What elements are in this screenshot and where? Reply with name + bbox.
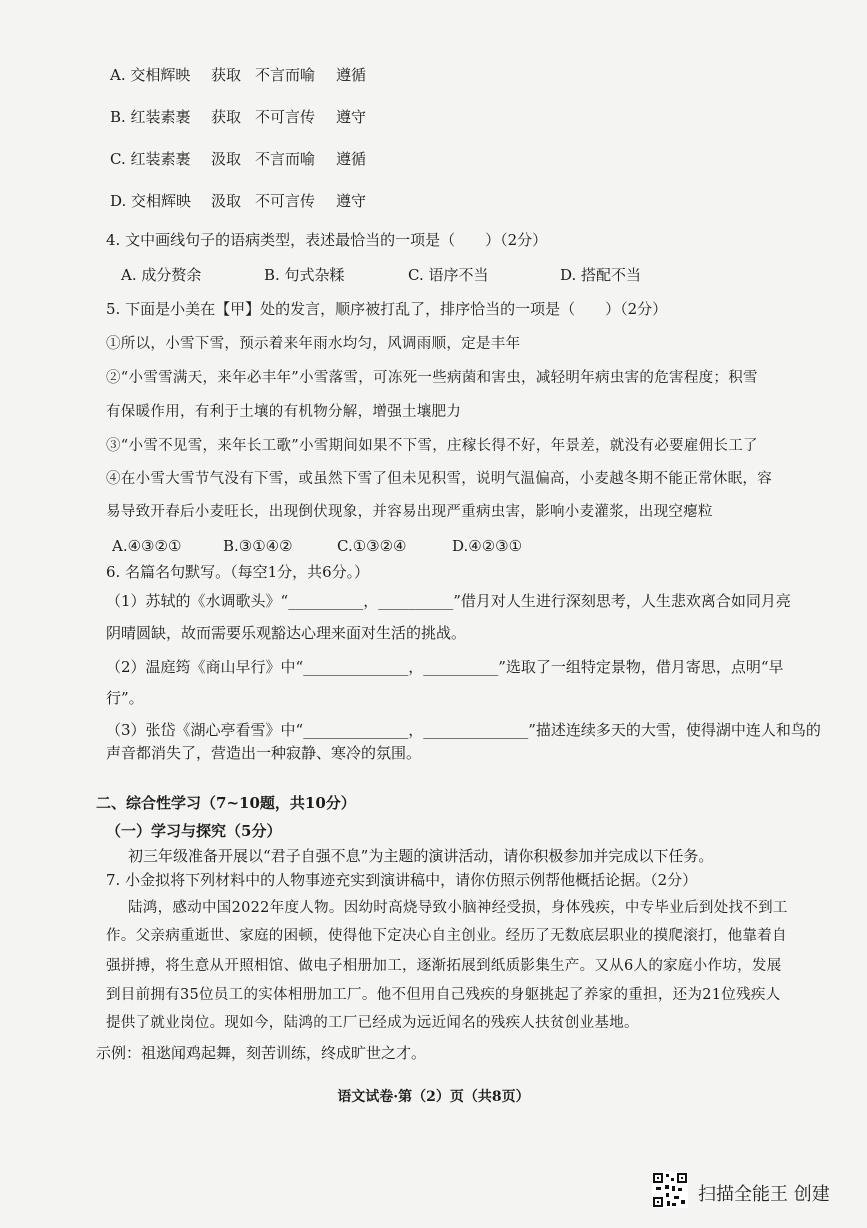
q4-choice-d: D. 搭配不当: [560, 266, 642, 284]
option-c: C. 红装素裹 汲取 不言而喻 遵循: [110, 150, 367, 168]
q5-sentence-2-cont: 有保暖作用，有利于土壤的有机物分解，增强土壤肥力: [106, 404, 462, 420]
qr-code-icon: [652, 1172, 688, 1208]
q7-example: 示例：祖逖闻鸡起舞，刻苦训练，终成旷世之才。: [96, 1044, 427, 1062]
q7-stem: 7. 小金拟将下列材料中的人物事迹充实到演讲稿中，请你仿照示例帮他概括论据。（2分）: [106, 871, 698, 889]
q6-item-3: （3）张岱《湖心亭看雪》中“______________，______________”描述连续多天的大雪，使得湖中连人和鸟的: [106, 721, 821, 739]
option-a: A. 交相辉映 获取 不言而喻 遵循: [110, 66, 367, 84]
scanner-watermark-text: 扫描全能王 创建: [698, 1184, 830, 1205]
q6-item-2: （2）温庭筠《商山早行》中“______________，__________”选取了一组特定景物，借月寄思，点明“早: [106, 658, 784, 676]
q6-item-1: （1）苏轼的《水调歌头》“__________，__________”借月对人生进行深刻思考，人生悲欢离合如同月亮: [106, 592, 791, 610]
section-2-subtitle: （一）学习与探究（5分）: [106, 822, 282, 840]
q4-choice-a: A. 成分赘余: [121, 266, 202, 284]
q5-sentence-1: ①所以，小雪下雪，预示着来年雨水均匀，风调雨顺，定是丰年: [106, 336, 521, 352]
material-line-4: 到目前拥有35位员工的实体相册加工厂。他不但用自己残疾的身躯挑起了养家的重担，还为21位残疾人: [106, 987, 781, 1003]
section-2-intro: 初三年级准备开展以“君子自强不息”为主题的演讲活动，请你积极参加并完成以下任务。: [128, 847, 714, 865]
option-d: D. 交相辉映 汲取 不可言传 遵守: [110, 192, 367, 210]
q5-choice-d: D.④②③①: [452, 537, 523, 555]
q5-sentence-4-cont: 易导致开春后小麦旺长，出现倒伏现象，并容易出现严重病虫害，影响小麦灌浆，出现空瘪粒: [106, 504, 713, 520]
q5-choice-c: C.①③②④: [337, 537, 407, 555]
material-line-1: 陆鸿，感动中国2022年度人物。因幼时高烧导致小脑神经受损，身体残疾，中专毕业后到处找不到工: [128, 900, 788, 916]
section-2-title: 二、综合性学习（7~10题，共10分）: [96, 794, 356, 812]
material-line-5: 提供了就业岗位。现如今，陆鸿的工厂已经成为远近闻名的残疾人扶贫创业基地。: [106, 1015, 639, 1031]
q5-choice-a: A.④③②①: [112, 537, 182, 555]
page-footer: 语文试卷·第（2）页（共8页）: [337, 1089, 530, 1105]
q4-choice-b: B. 句式杂糅: [264, 266, 345, 284]
q5-sentence-2: ②“小雪雪满天，来年必丰年”小雪落雪，可冻死一些病菌和害虫，减轻明年病虫害的危害程度；积雪: [106, 370, 758, 386]
q4-stem: 4. 文中画线句子的语病类型，表述最恰当的一项是（ ）（2分）: [106, 231, 548, 249]
q6-item-2-cont: 行”。: [106, 689, 144, 707]
q6-stem: 6. 名篇名句默写。（每空1分，共6分。）: [106, 563, 370, 581]
material-line-2: 作。父亲病重逝世、家庭的困顿，使得他下定决心自主创业。经历了无数底层职业的摸爬滚打，他靠着自: [106, 928, 787, 944]
q6-item-1-cont: 阴晴圆缺，故而需要乐观豁达心理来面对生活的挑战。: [106, 624, 467, 642]
q5-stem: 5. 下面是小美在【甲】处的发言，顺序被打乱了，排序恰当的一项是（ ）（2分）: [106, 300, 668, 318]
q5-sentence-4: ④在小雪大雪节气没有下雪，或虽然下雪了但未见积雪，说明气温偏高，小麦越冬期不能正常休眠，容: [106, 471, 772, 487]
q5-sentence-3: ③“小雪不见雪，来年长工歌”小雪期间如果不下雪，庄稼长得不好，年景差，就没有必要雇佣长工了: [106, 438, 758, 454]
material-line-3: 强拼搏，将生意从开照相馆、做电子相册加工，逐渐拓展到纸质影集生产。又从6人的家庭小作坊，发展: [106, 958, 782, 974]
q6-item-3-cont: 声音都消失了，营造出一种寂静、寒冷的氛围。: [106, 744, 422, 762]
q4-choice-c: C. 语序不当: [408, 266, 489, 284]
q5-choice-b: B.③①④②: [223, 537, 293, 555]
option-b: B. 红装素裹 获取 不可言传 遵守: [110, 108, 367, 126]
